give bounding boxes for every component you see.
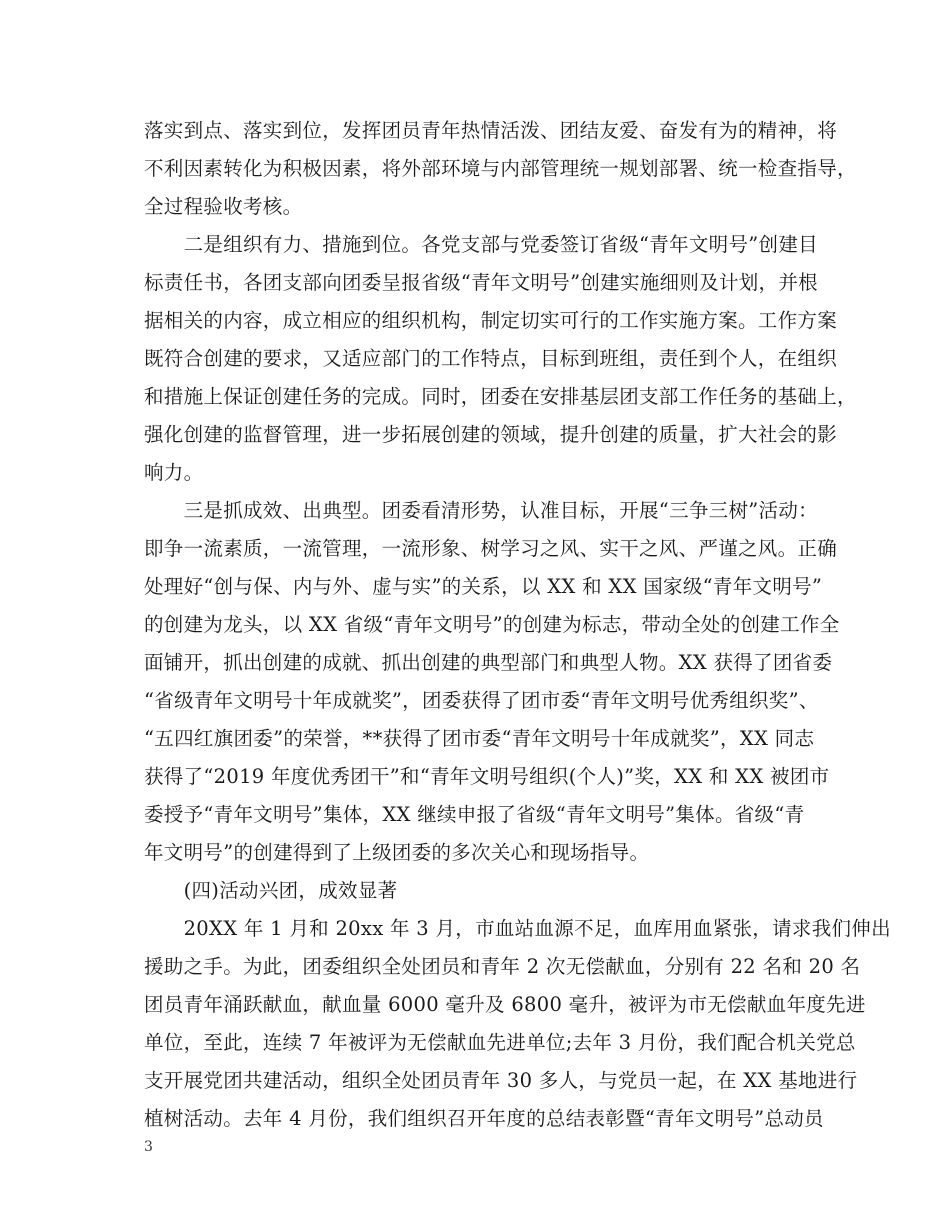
text-line: 标责任书，各团支部向团委呈报省级“青年文明号”创建实施细则及计划，并根: [144, 271, 818, 294]
text-line: 援助之手。为此，团委组织全处团员和青年 2 次无偿献血，分别有 22 名和 20 名: [144, 955, 861, 978]
paragraph-start-line: 20XX 年 1 月和 20xx 年 3 月，市血站血源不足，血库用血紧张，请求我们伸出: [144, 917, 891, 940]
paragraph-start-line: 三是抓成效、出典型。团委看清形势，认准目标，开展“三争三树”活动：: [144, 499, 818, 522]
text-line: 获得了“2019 年度优秀团干”和“青年文明号组织(个人)”奖，XX 和 XX 被团市: [144, 765, 830, 788]
text-line: 和措施上保证创建任务的完成。同时，团委在安排基层团支部工作任务的基础上，: [144, 385, 857, 408]
text-line: 全过程验收考核。: [144, 195, 303, 218]
text-line: 面铺开，抓出创建的成就、抓出创建的典型部门和典型人物。XX 获得了团省委: [144, 651, 833, 674]
text-line: 不利因素转化为积极因素，将外部环境与内部管理统一规划部署、统一检查指导，: [144, 157, 857, 180]
text-line: 支开展党团共建活动，组织全处团员青年 30 多人，与党员一起，在 XX 基地进行: [144, 1069, 858, 1092]
text-line: 年文明号”的创建得到了上级团委的多次关心和现场指导。: [144, 841, 650, 864]
section-heading: (四)活动兴团，成效显著: [144, 879, 398, 902]
text-line: 即争一流素质，一流管理，一流形象、树学习之风、实干之风、严谨之风。正确: [144, 537, 838, 560]
page-number: 3: [144, 1139, 153, 1155]
paragraph-start-line: 二是组织有力、措施到位。各党支部与党委签订省级“青年文明号”创建目: [144, 233, 818, 256]
text-line: 委授予“青年文明号”集体，XX 继续申报了省级“青年文明号”集体。省级“青: [144, 803, 805, 826]
text-line: 响力。: [144, 461, 204, 484]
text-line: “五四红旗团委”的荣誉，**获得了团市委“青年文明号十年成就奖”，XX 同志: [144, 727, 815, 750]
text-line: 强化创建的监督管理，进一步拓展创建的领域，提升创建的质量，扩大社会的影: [144, 423, 838, 446]
text-line: 既符合创建的要求，又适应部门的工作特点，目标到班组，责任到个人，在组织: [144, 347, 838, 370]
text-line: 的创建为龙头，以 XX 省级“青年文明号”的创建为标志，带动全处的创建工作全: [144, 613, 840, 636]
text-line: 单位，至此，连续 7 年被评为无偿献血先进单位;去年 3 月份，我们配合机关党总: [144, 1031, 856, 1054]
text-line: 处理好“创与保、内与外、虚与实”的关系，以 XX 和 XX 国家级“青年文明号”: [144, 575, 823, 598]
text-line: 据相关的内容，成立相应的组织机构，制定切实可行的工作实施方案。工作方案: [144, 309, 838, 332]
text-line: 团员青年涌跃献血，献血量 6000 毫升及 6800 毫升，被评为市无偿献血年度先进: [144, 993, 866, 1016]
text-line: 植树活动。去年 4 月份，我们组织召开年度的总结表彰暨“青年文明号”总动员: [144, 1107, 824, 1130]
text-line: “省级青年文明号十年成就奖”，团委获得了团市委“青年文明号优秀组织奖”、: [144, 689, 819, 712]
text-line: 落实到点、落实到位，发挥团员青年热情活泼、团结友爱、奋发有为的精神，将: [144, 119, 838, 142]
